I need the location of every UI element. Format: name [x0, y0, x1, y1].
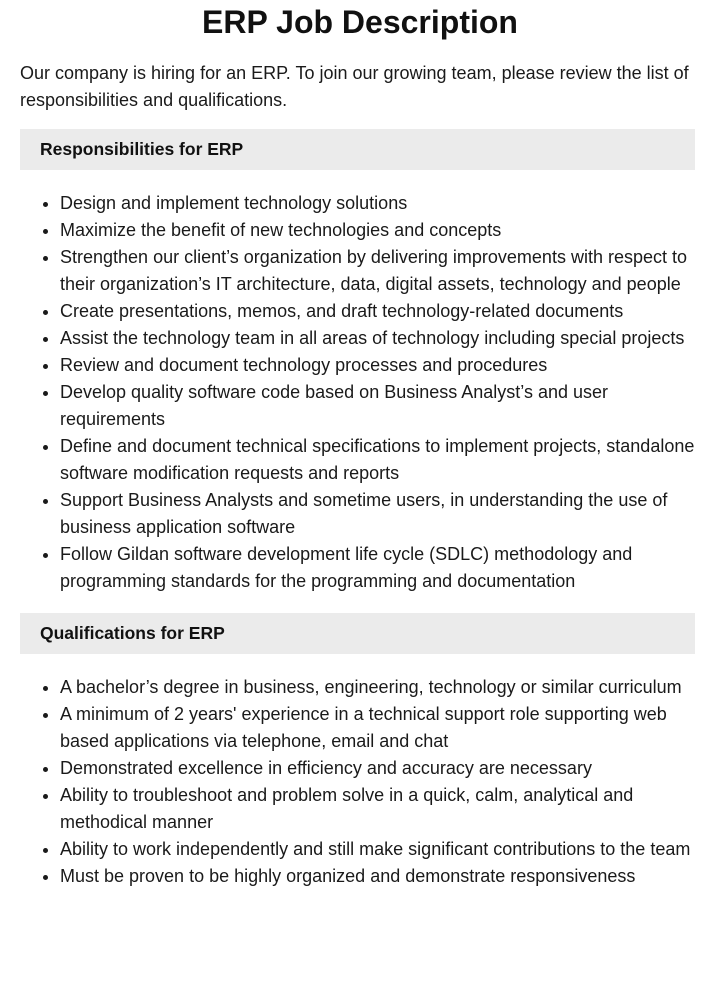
list-item: • Maximize the benefit of new technologies and concepts — [60, 217, 700, 244]
qualifications-list — [0, 674, 700, 890]
list-item: • Strengthen our client’s organization by delivering improvements with respect to their organization’s IT architecture, data, digital assets, technology and people — [60, 244, 700, 298]
list-item: • Ability to troubleshoot and problem solve in a quick, calm, analytical and methodical manner — [60, 782, 700, 836]
list-item: • Support Business Analysts and sometime users, in understanding the use of business application software — [60, 487, 700, 541]
list-item: • Demonstrated excellence in efficiency and accuracy are necessary — [60, 755, 700, 782]
list-item: • Develop quality software code based on Business Analyst’s and user requirements — [60, 379, 700, 433]
list-item: • Review and document technology processes and procedures — [60, 352, 700, 379]
qualifications-heading: Qualifications for ERP — [20, 613, 695, 654]
page-title: ERP Job Description — [202, 4, 518, 40]
list-item: • Design and implement technology solutions — [60, 190, 700, 217]
responsibilities-heading: Responsibilities for ERP — [20, 129, 695, 170]
list-item: • Define and document technical specifications to implement projects, standalone software modification requests and reports — [60, 433, 700, 487]
intro-paragraph: Our company is hiring for an ERP. To join our growing team, please review the list of responsibilities and qualifications. — [20, 63, 689, 110]
list-item: • Ability to work independently and still make significant contributions to the team — [60, 836, 700, 863]
list-item: • A minimum of 2 years' experience in a technical support role supporting web based applications via telephone, email and chat — [60, 701, 700, 755]
list-item: • A bachelor’s degree in business, engineering, technology or similar curriculum — [60, 674, 700, 701]
list-item: • Follow Gildan software development life cycle (SDLC) methodology and programming standards for the programming and documentation — [60, 541, 700, 595]
responsibilities-list — [0, 190, 700, 595]
list-item: • Create presentations, memos, and draft technology-related documents — [60, 298, 700, 325]
list-item: • Must be proven to be highly organized and demonstrate responsiveness — [60, 863, 700, 890]
list-item: • Assist the technology team in all areas of technology including special projects — [60, 325, 700, 352]
